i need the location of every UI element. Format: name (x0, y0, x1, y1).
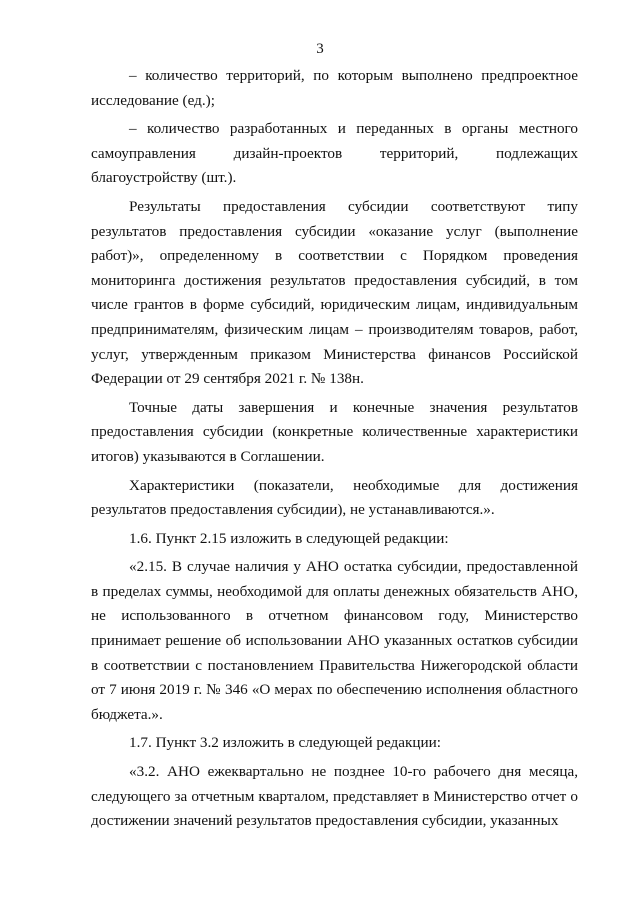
document-body (91, 64, 578, 838)
paragraph-item-1-7: 1.7. Пункт 3.2 изложить в следующей редакции: (129, 734, 442, 752)
paragraph-results-type: Результаты предоставления субсидии соответствуют типу результатов предоставления субсидии «оказание услуг (выполнение работ)», определенному в соответствии с Порядком проведения мониторинга достижения результатов предоставления субсидий, в том числе грантов в форме субсидий, юридическим лицам, индивидуальным предпринимателям, физическим лицам – производителям товаров, работ, услуг, утвержденным приказом Министерства финансов Российской Федерации от 29 сентября 2021 г. № 138н. (91, 197, 578, 388)
page-number: 3 (316, 41, 324, 57)
paragraph-list-item-territories: – количество территорий, по которым выполнено предпроектное исследование (ед.); (91, 67, 578, 109)
paragraph-characteristics: Характеристики (показатели, необходимые для достижения результатов предоставления субсидии), не устанавливаются.». (91, 476, 578, 519)
paragraph-clause-2-15: «2.15. В случае наличия у АНО остатка субсидии, предоставленной в пределах суммы, необходимой для оплаты денежных обязательств АНО, не использованного в отчетном финансовом году, Министерство принимает решение об использовании АНО указанных остатков субсидии в соответствии с постановлением Правительства Нижегородской области от 7 июня 2019 г. № 346 «О мерах по обеспечению исполнения областного бюджета.». (91, 558, 578, 723)
paragraph-clause-3-2: «3.2. АНО ежеквартально не позднее 10-го рабочего дня месяца, следующего за отчетным кварталом, представляет в Министерство отчет о достижении значений результатов предоставления субсидии, указанных (91, 763, 578, 830)
paragraph-item-1-6: 1.6. Пункт 2.15 изложить в следующей редакции: (129, 529, 449, 547)
paragraph-list-item-design-projects: – количество разработанных и переданных в органы местного самоуправления дизайн-проектов территорий, подлежащих благоустройству (шт.). (91, 120, 578, 187)
paragraph-exact-dates: Точные даты завершения и конечные значения результатов предоставления субсидии (конкретные количественные характеристики итогов) указываются в Соглашении. (91, 398, 578, 465)
